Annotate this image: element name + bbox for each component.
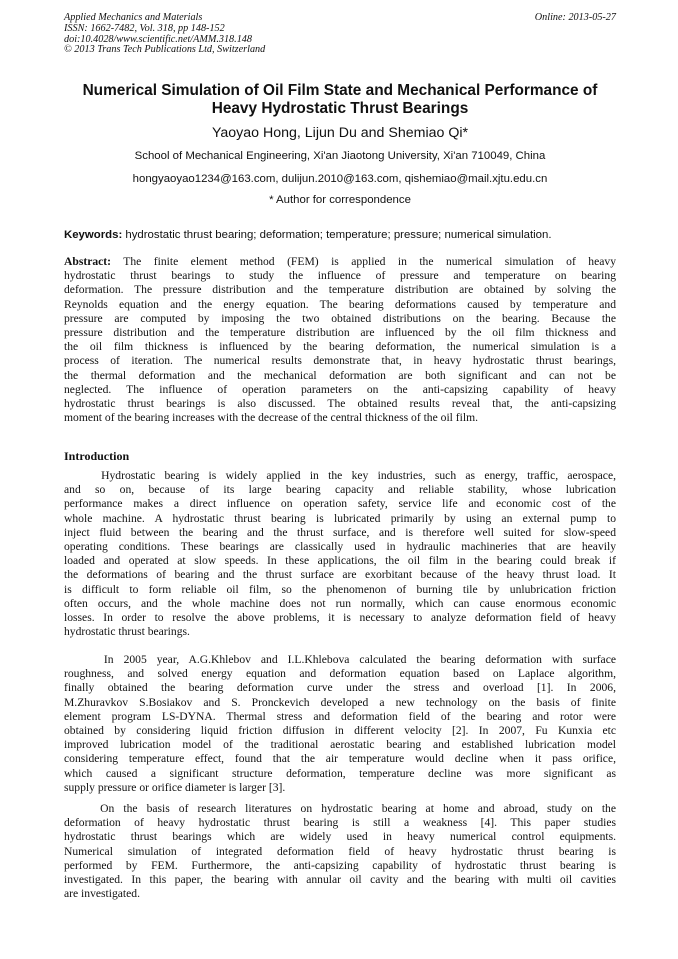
paragraph-line: obtained by considering liquid friction diffusion in different velocity [2]. In 2007, Fu Kunxia etc xyxy=(64,723,616,737)
paragraph-line: hydrostatic thrust bearings which are widely used in heavy numerical control equipments. xyxy=(64,830,616,844)
abstract-line: Reynolds equation and the energy equation. The bearing deformations caused by temperature and xyxy=(64,297,616,311)
abstract-line: the thermal deformation and the mechanical deformation are both significant and can not be xyxy=(64,368,616,382)
paragraph-line: which caused a significant structure deformation, temperature decline was more significant as xyxy=(64,766,616,780)
abstract-line: pressure are computed by imposing the two obtained distributions on the bearing. Because the xyxy=(64,311,616,325)
paragraph-line: considering temperature effect, found that the air temperature would decline when it pass orifice, xyxy=(64,752,616,766)
paragraph-line: and so on, because of its large bearing capacity and reliable stability, whose lubrication xyxy=(64,483,616,497)
paragraph-line: element program LS-DYNA. Thermal stress and deformation field of the bearing and rotor were xyxy=(64,709,616,723)
paper-title xyxy=(64,82,616,118)
abstract-label: Abstract: xyxy=(64,255,112,268)
intro-paragraph-2 xyxy=(64,653,616,795)
copyright-line: © 2013 Trans Tech Publications Ltd, Switzerland xyxy=(64,44,266,56)
section-heading-introduction: Introduction xyxy=(64,449,130,463)
paragraph-line: is difficult to form reliable oil film, so the phenomenon of burning tile by unlubrication friction xyxy=(64,582,616,596)
paragraph-line: performance makes a direct influence on operation safety, service life and economic cost of the xyxy=(64,497,616,511)
paragraph-line: whole machine. A hydrostatic thrust bearing is lubricated primarily by using an external pump to xyxy=(64,511,616,525)
paragraph-line: Hydrostatic bearing is widely applied in the key industries, such as energy, traffic, aerospace, xyxy=(64,469,616,482)
keywords-text: hydrostatic thrust bearing; deformation; temperature; pressure; numerical simulation. xyxy=(122,229,552,241)
paragraph-line: roughness, and solved energy equation and deformation equation based on Laplace algorithm, xyxy=(64,667,616,681)
paragraph-line: deformation of heavy hydrostatic thrust bearing is still a weakness [4]. This paper studies xyxy=(64,816,616,830)
author-list: Yaoyao Hong, Lijun Du and Shemiao Qi* xyxy=(211,125,469,141)
correspondence-note: * Author for correspondence xyxy=(269,194,411,206)
intro-paragraph-3 xyxy=(64,802,616,901)
paragraph-line: loaded and operated at slow speeds. In these applications, the oil film in the bearing could break if xyxy=(64,554,616,568)
journal-name: Applied Mechanics and Materials xyxy=(64,12,203,23)
abstract-line: the oil film thickness is influenced by the bearing deformation, the numerical simulation is a xyxy=(64,340,616,354)
paragraph-line: are investigated. xyxy=(64,887,140,901)
title-line-1: Numerical Simulation of Oil Film State and Mechanical Performance of xyxy=(82,82,598,99)
paragraph-line: investigated. In this paper, the bearing with annular oil cavity and the bearing with multi oil cavities xyxy=(64,872,616,886)
keywords xyxy=(64,228,616,243)
abstract-line: pressure distribution and the temperature distribution are influenced by the oil film thickness and xyxy=(64,325,616,339)
paragraph-line: losses. In order to resolve the above problems, it is necessary to analyze deformation field of heavy xyxy=(64,610,616,624)
abstract-line: Abstract: The finite element method (FEM) is applied in the numerical simulation of heavy xyxy=(64,255,616,268)
abstract-line: hydrostatic thrust bearings to study the influence of pressure and temperature on bearing xyxy=(64,269,616,283)
journal-header xyxy=(64,13,616,56)
abstract-line: neglected. The influence of operation parameters on the anti-capsizing capability of heavy xyxy=(64,382,616,396)
paragraph-line: inject fluid between the bearing and the thrust surface, and is therefore well suited for slow-speed xyxy=(64,525,616,539)
paragraph-line: On the basis of research literatures on hydrostatic bearing at home and abroad, study on the xyxy=(64,802,616,815)
doi-line: doi:10.4028/www.scientific.net/AMM.318.148 xyxy=(64,33,252,45)
abstract-line: deformation. The pressure distribution and the temperature distribution are obtained by solving the xyxy=(64,283,616,297)
abstract-line: moment of the bearing increases with the decrease of the central thickness of the oil film. xyxy=(64,411,479,425)
paragraph-line: finally obtained the bearing deformation curve under the stress and overload [1]. In 2006, xyxy=(64,681,616,695)
paragraph-line: hydrostatic thrust bearings. xyxy=(64,625,190,639)
paragraph-line: improved lubrication model of the traditional aerostatic bearing and established lubrication model xyxy=(64,738,616,752)
keywords-label: Keywords: xyxy=(64,229,123,241)
issn-line: ISSN: 1662-7482, Vol. 318, pp 148-152 xyxy=(64,22,225,34)
paragraph-line: often occurs, and the whole machine does not run normally, which can cause enormous economic xyxy=(64,596,616,610)
title-line-2: Heavy Hydrostatic Thrust Bearings xyxy=(211,100,469,117)
abstract-line: process of iteration. The numerical results demonstrate that, in heavy hydrostatic thrust bearings, xyxy=(64,354,616,368)
paragraph-line: supply pressure or orifice diameter is larger [3]. xyxy=(64,780,286,794)
author-emails: hongyaoyao1234@163.com, dulijun.2010@163.com, qishemiao@mail.xjtu.edu.cn xyxy=(132,173,548,185)
paragraph-line: In 2005 year, A.G.Khlebov and I.L.Khlebova calculated the bearing deformation with surface xyxy=(64,653,616,666)
paragraph-line: performed by FEM. Furthermore, the anti-capsizing capability of hydrostatic thrust bearing is xyxy=(64,858,616,872)
intro-paragraph-1 xyxy=(64,469,616,639)
paragraph-line: the deformations of bearing and the thrust surface are exorbitant because of the heavy thrust load. It xyxy=(64,568,616,582)
paragraph-line: operating conditions. These bearings are classically used in hydraulic machineries that are heavily xyxy=(64,539,616,553)
abstract-line: hydrostatic thrust bearings is also discussed. The obtained results reveal that, the anti-capsizing xyxy=(64,396,616,410)
online-date: Online: 2013-05-27 xyxy=(534,12,616,23)
paragraph-line: M.Zhuravkov S.Bosiakov and S. Pronckevich developed a new technology on the basis of finite xyxy=(64,695,616,709)
abstract xyxy=(64,255,616,425)
paragraph-line: Numerical simulation of integrated deformation field of heavy hydrostatic thrust bearing is xyxy=(64,844,616,858)
affiliation: School of Mechanical Engineering, Xi'an Jiaotong University, Xi'an 710049, China xyxy=(134,150,546,162)
